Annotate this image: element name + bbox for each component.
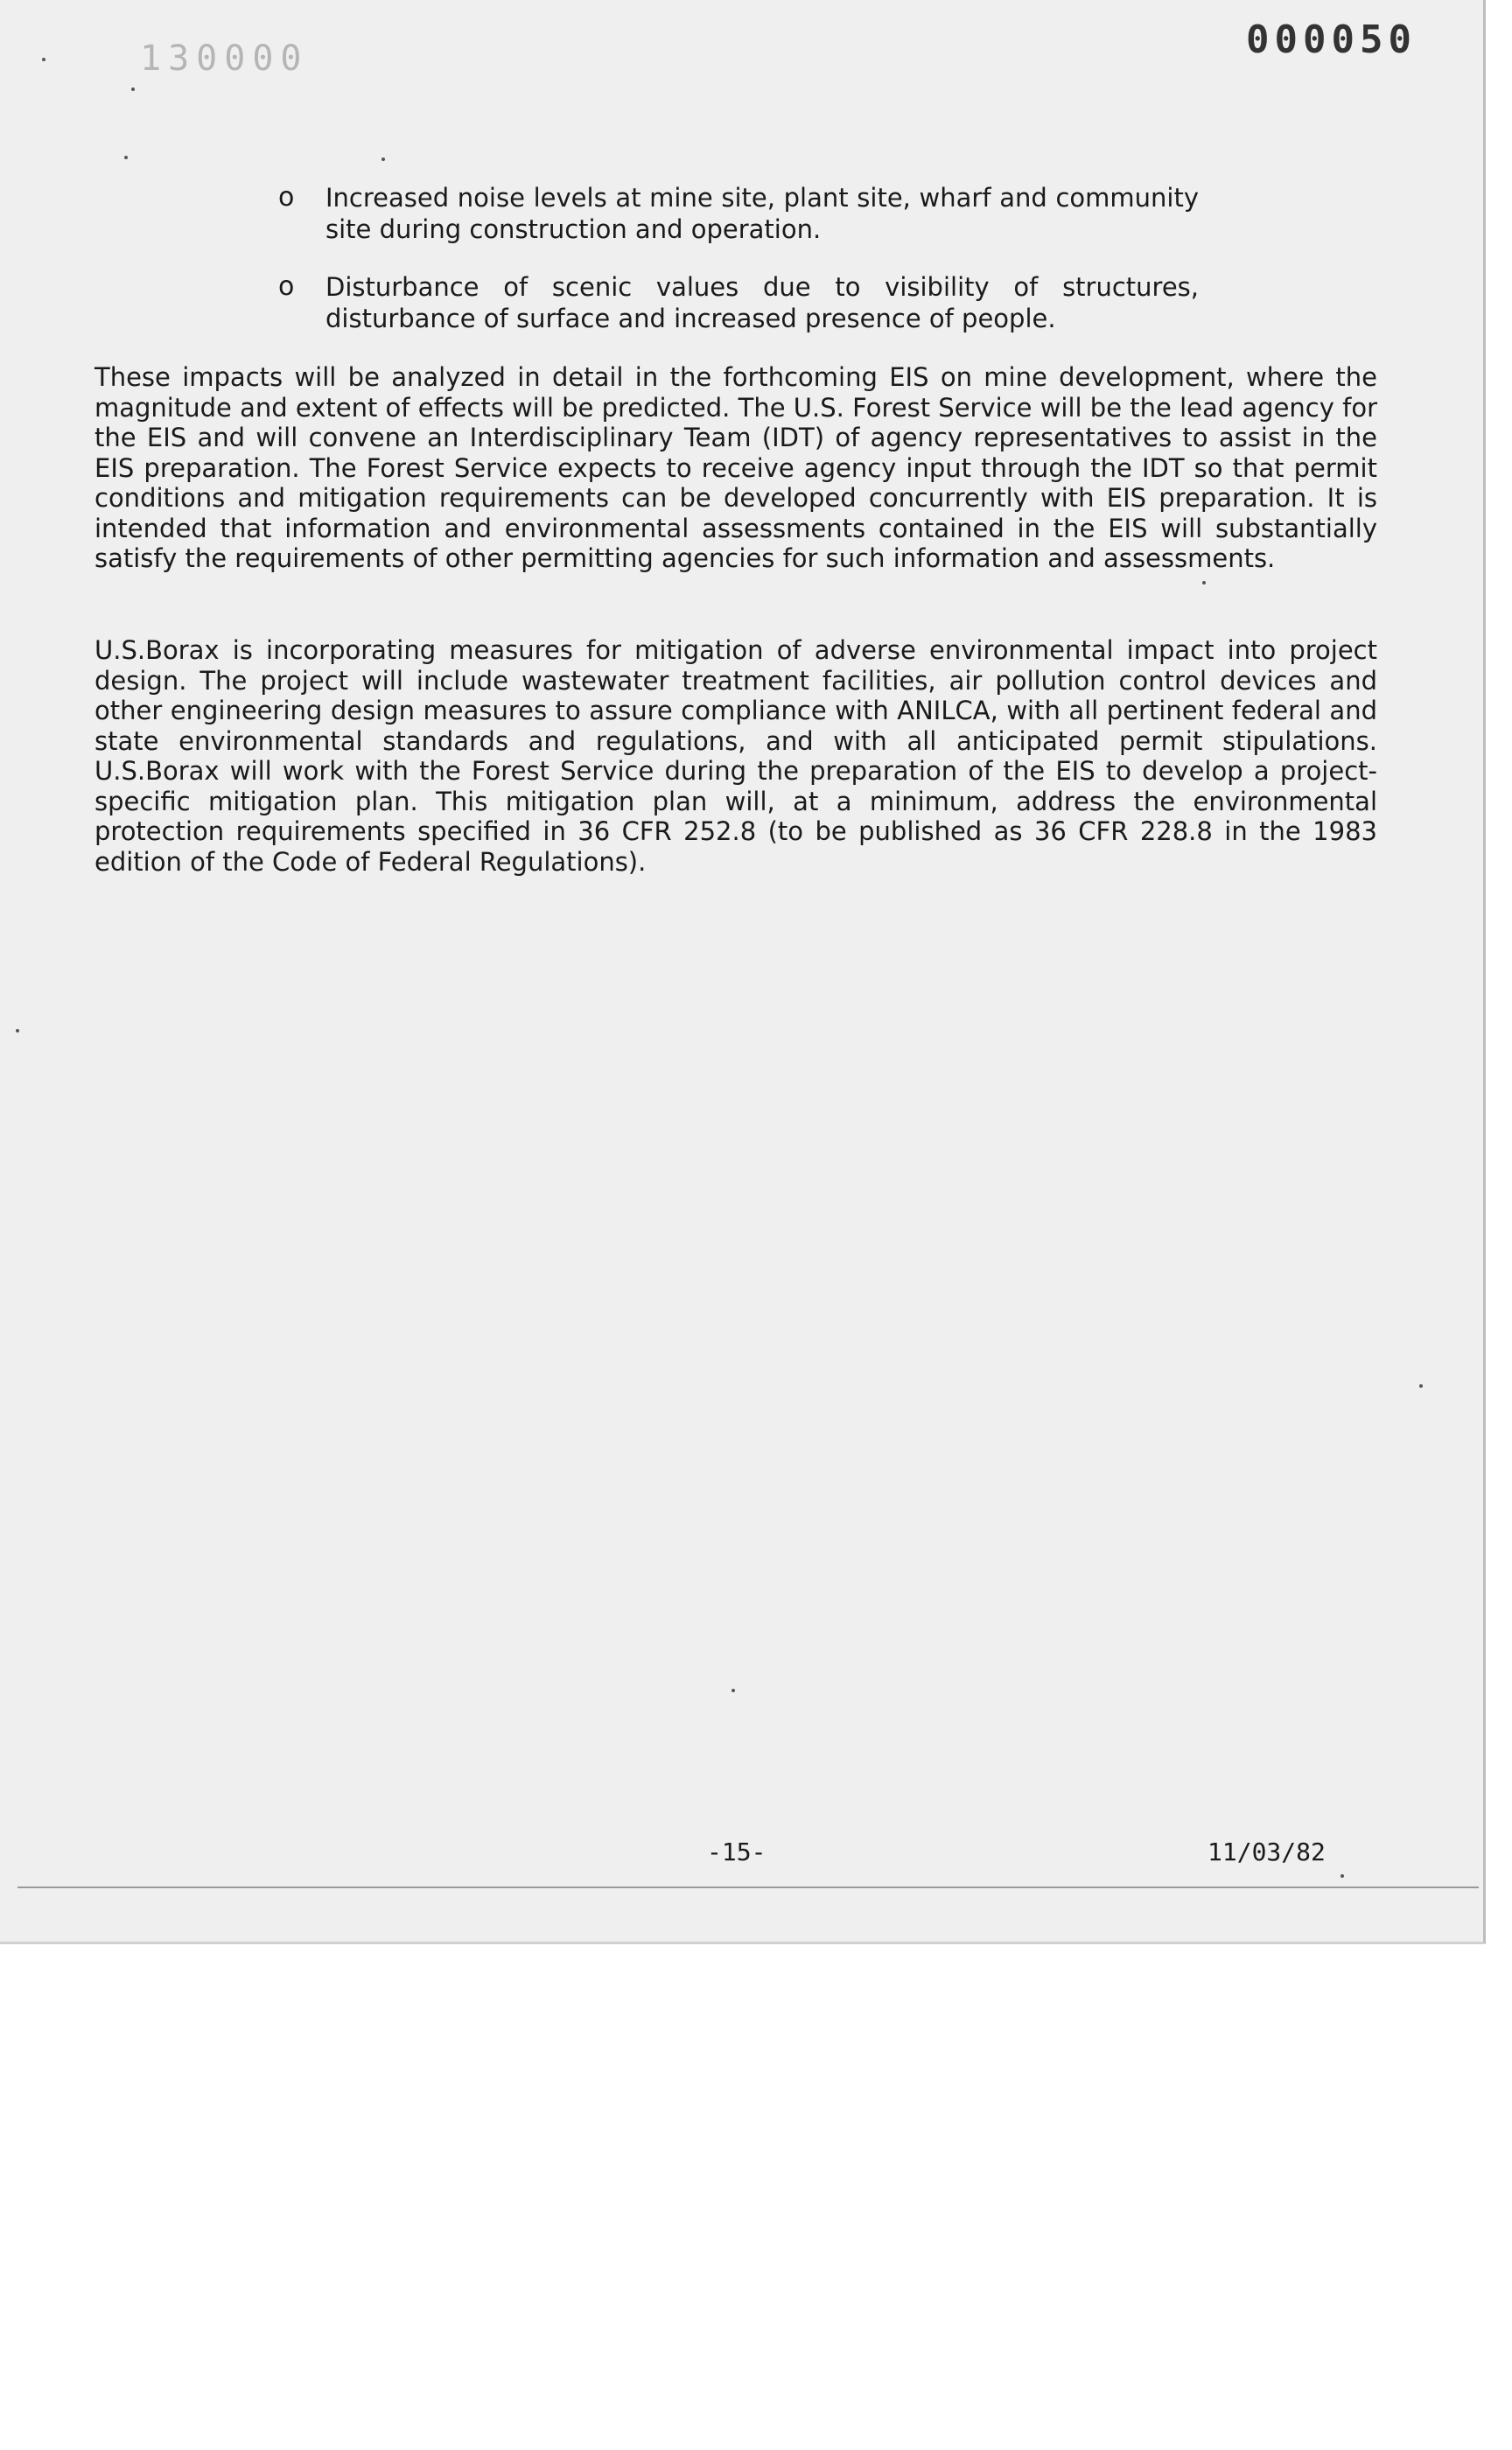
bullet-marker: o <box>278 182 295 213</box>
footer-divider <box>18 1886 1479 1888</box>
bullet-marker: o <box>278 271 295 302</box>
page-date: 11/03/82 <box>1208 1838 1326 1866</box>
scan-speck <box>1340 1874 1344 1878</box>
bullet-text: Disturbance of scenic values due to visibility of structures, disturbance of surface and increased presence of people. <box>326 272 1199 333</box>
bullet-list <box>278 182 1199 360</box>
scan-speck <box>732 1689 735 1692</box>
bullet-item <box>278 182 1199 245</box>
scan-speck <box>124 156 128 159</box>
scan-speck <box>131 88 135 91</box>
scan-speck <box>382 158 385 161</box>
paragraph-mitigation-measures: U.S.Borax is incorporating measures for mitigation of adverse environmental impact into project design. The project will include wastewater treatment facilities, air pollution control devices and other engineering design measures to assure compliance with ANILCA, with all pertinent federal and state environmental standards and regulations, and with all anticipated permit stipulations. U.S.Borax will work with the Forest Service during the preparation of the EIS to develop a project-specific mitigation plan. This mitigation plan will, at a minimum, address the environmental protection requirements specified in 36 CFR 252.8 (to be published as 36 CFR 228.8 in the 1983 edition of the Code of Federal Regulations). <box>94 635 1377 877</box>
paragraph-eis-analysis: These impacts will be analyzed in detail in the forthcoming EIS on mine development, where the magnitude and extent of effects will be predicted. The U.S. Forest Service will be the lead agency for the EIS and will convene an Interdisciplinary Team (IDT) of agency representatives to assist in the EIS preparation. The Forest Service expects to receive agency input through the IDT so that permit conditions and mitigation requirements can be developed concurrently with EIS preparation. It is intended that information and environmental assessments contained in the EIS will substantially satisfy the requirements of other permitting agencies for such information and assessments. <box>94 362 1377 573</box>
page-number: -15- <box>707 1838 766 1866</box>
scan-speck <box>1202 581 1206 584</box>
document-number: 000050 <box>1246 18 1417 62</box>
bullet-item <box>278 271 1199 334</box>
scan-speck <box>16 1029 19 1032</box>
scan-speck <box>1419 1384 1423 1388</box>
faint-stamp: 130000 <box>140 38 309 79</box>
scan-speck <box>42 58 46 61</box>
bullet-text: Increased noise levels at mine site, plant site, wharf and community site during construction and operation. <box>326 183 1199 244</box>
